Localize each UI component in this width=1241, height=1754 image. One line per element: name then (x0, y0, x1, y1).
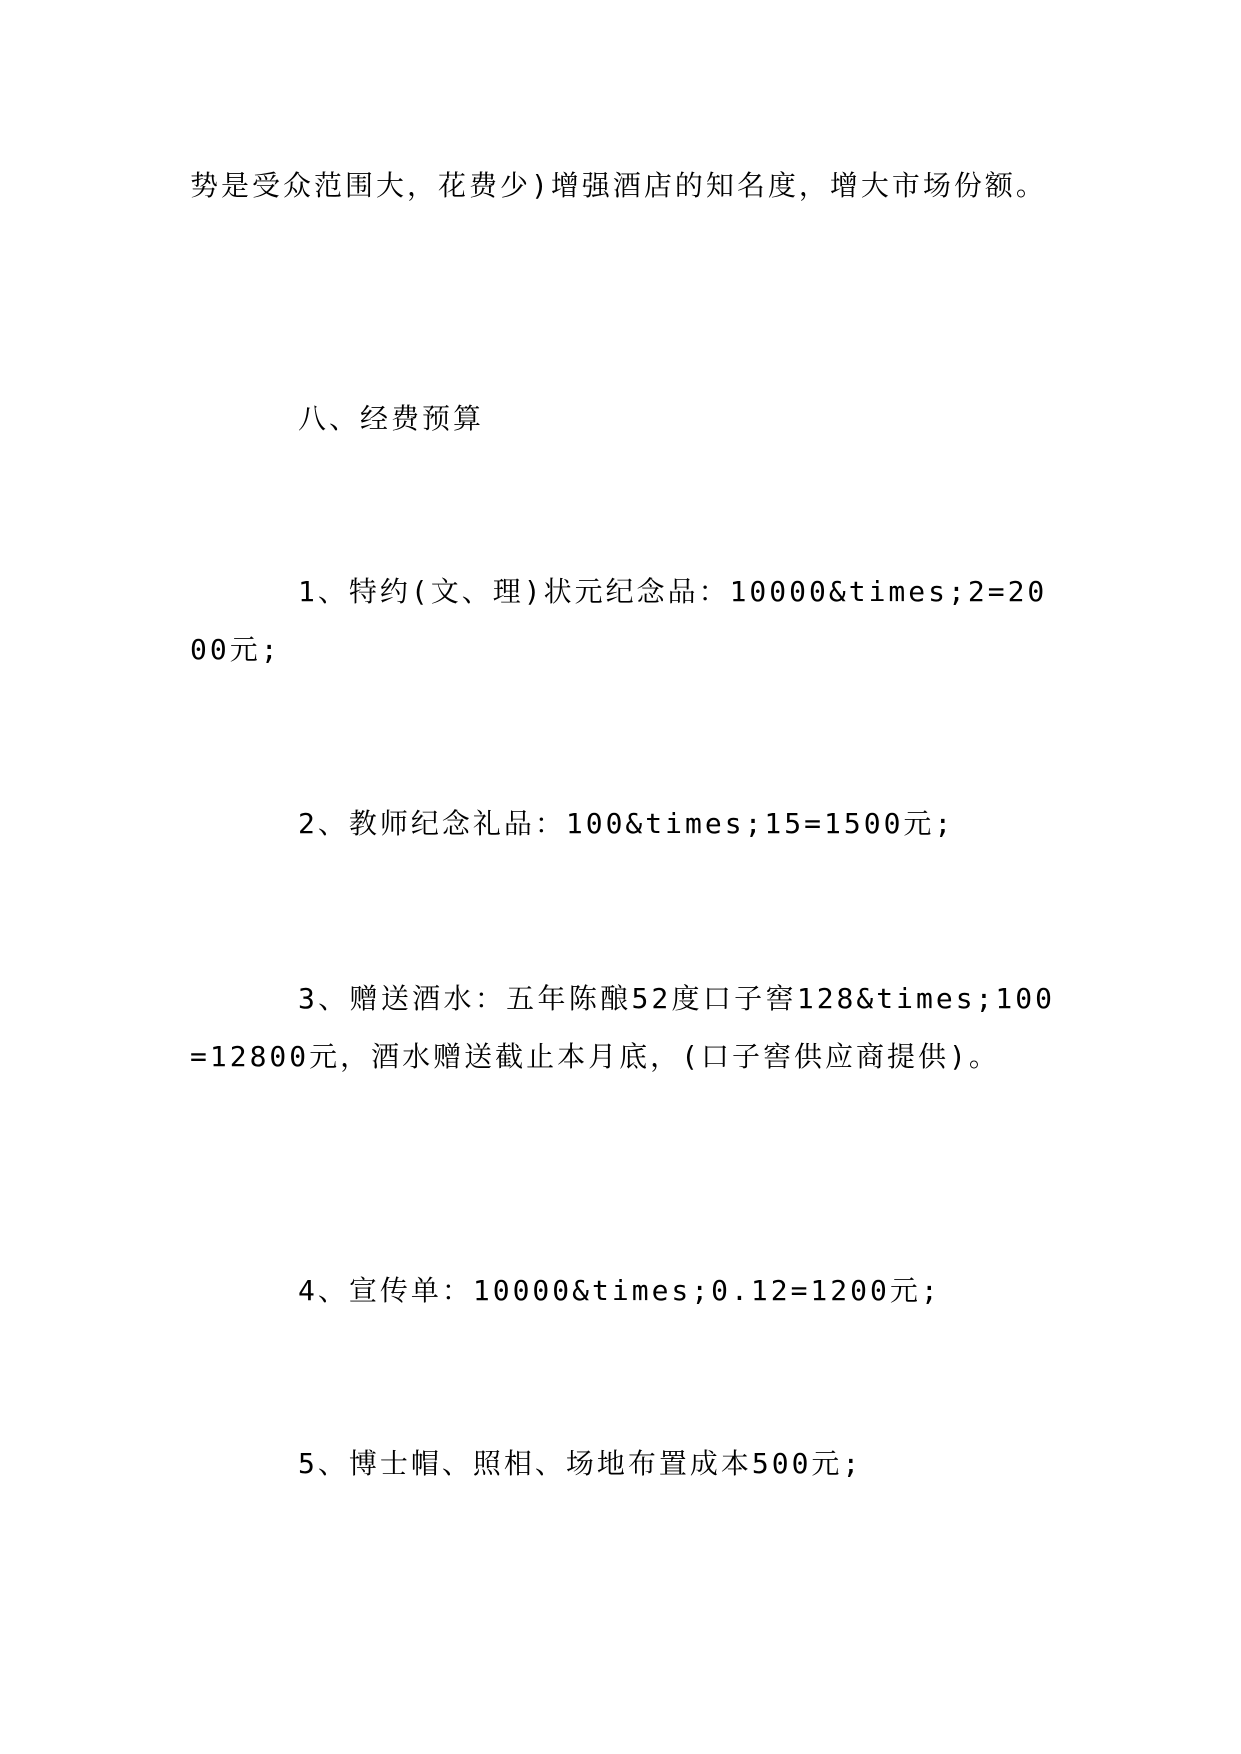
paragraph-continuation: 势是受众范围大，花费少)增强酒店的知名度，增大市场份额。 (190, 169, 1047, 202)
budget-item-2: 2、教师纪念礼品：100&times;15=1500元; (298, 807, 955, 840)
budget-item-5: 5、博士帽、照相、场地布置成本500元; (298, 1447, 863, 1480)
budget-item-1: 1、特约(文、理)状元纪念品：10000&times;2=2000元; (190, 575, 1048, 666)
budget-item-4: 4、宣传单：10000&times;0.12=1200元; (298, 1274, 941, 1307)
budget-item-3: 3、赠送酒水：五年陈酿52度口子窖128&times;100=12800元，酒水赠送截止本月底，(口子窖供应商提供)。 (190, 982, 1055, 1073)
section-heading-budget: 八、经费预算 (298, 402, 485, 435)
